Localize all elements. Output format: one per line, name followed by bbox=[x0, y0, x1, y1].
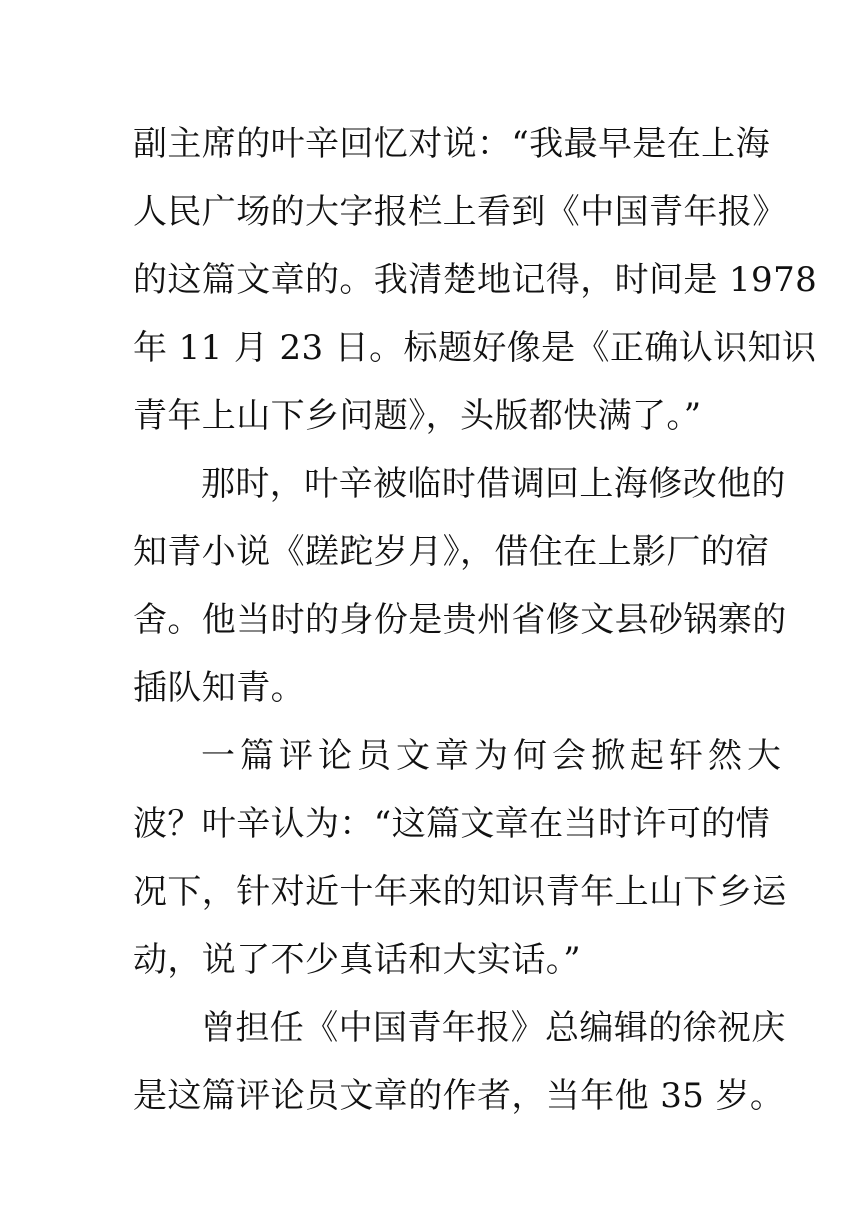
text-line: 插队知青。 bbox=[133, 668, 305, 708]
paragraph-2 bbox=[133, 450, 787, 722]
text-line: 人民广场的大字报栏上看到《中国青年报》 bbox=[133, 192, 787, 232]
text-line: 动，说了不少真话和大实话。” bbox=[133, 940, 581, 980]
text-line: 那时，叶辛被临时借调回上海修改他的 bbox=[201, 464, 786, 504]
paragraph-3 bbox=[133, 722, 787, 994]
text-line: 波？叶辛认为：“这篇文章在当时许可的情 bbox=[133, 804, 770, 844]
text-line: 青年上山下乡问题》，头版都快满了。” bbox=[133, 396, 702, 436]
paragraph-1 bbox=[133, 110, 818, 450]
text-line: 是这篇评论员文章的作者，当年他 35 岁。 bbox=[133, 1076, 785, 1116]
text-line: 知青小说《蹉跎岁月》，借住在上影厂的宿 bbox=[133, 532, 770, 572]
text-line: 副主席的叶辛回忆对说：“我最早是在上海 bbox=[133, 124, 770, 164]
paragraph-4 bbox=[133, 994, 786, 1130]
text-line: 曾担任《中国青年报》总编辑的徐祝庆 bbox=[201, 1008, 786, 1048]
text-line: 年 11 月 23 日。标题好像是《正确认识知识 bbox=[133, 328, 817, 368]
text-line: 舍。他当时的身份是贵州省修文县砂锅寨的 bbox=[133, 600, 787, 640]
article-text bbox=[133, 110, 818, 1130]
text-line: 况下，针对近十年来的知识青年上山下乡运 bbox=[133, 872, 787, 912]
text-line: 一篇评论员文章为何会掀起轩然大 bbox=[201, 736, 786, 776]
text-line: 的这篇文章的。我清楚地记得，时间是 1978 bbox=[133, 260, 818, 300]
